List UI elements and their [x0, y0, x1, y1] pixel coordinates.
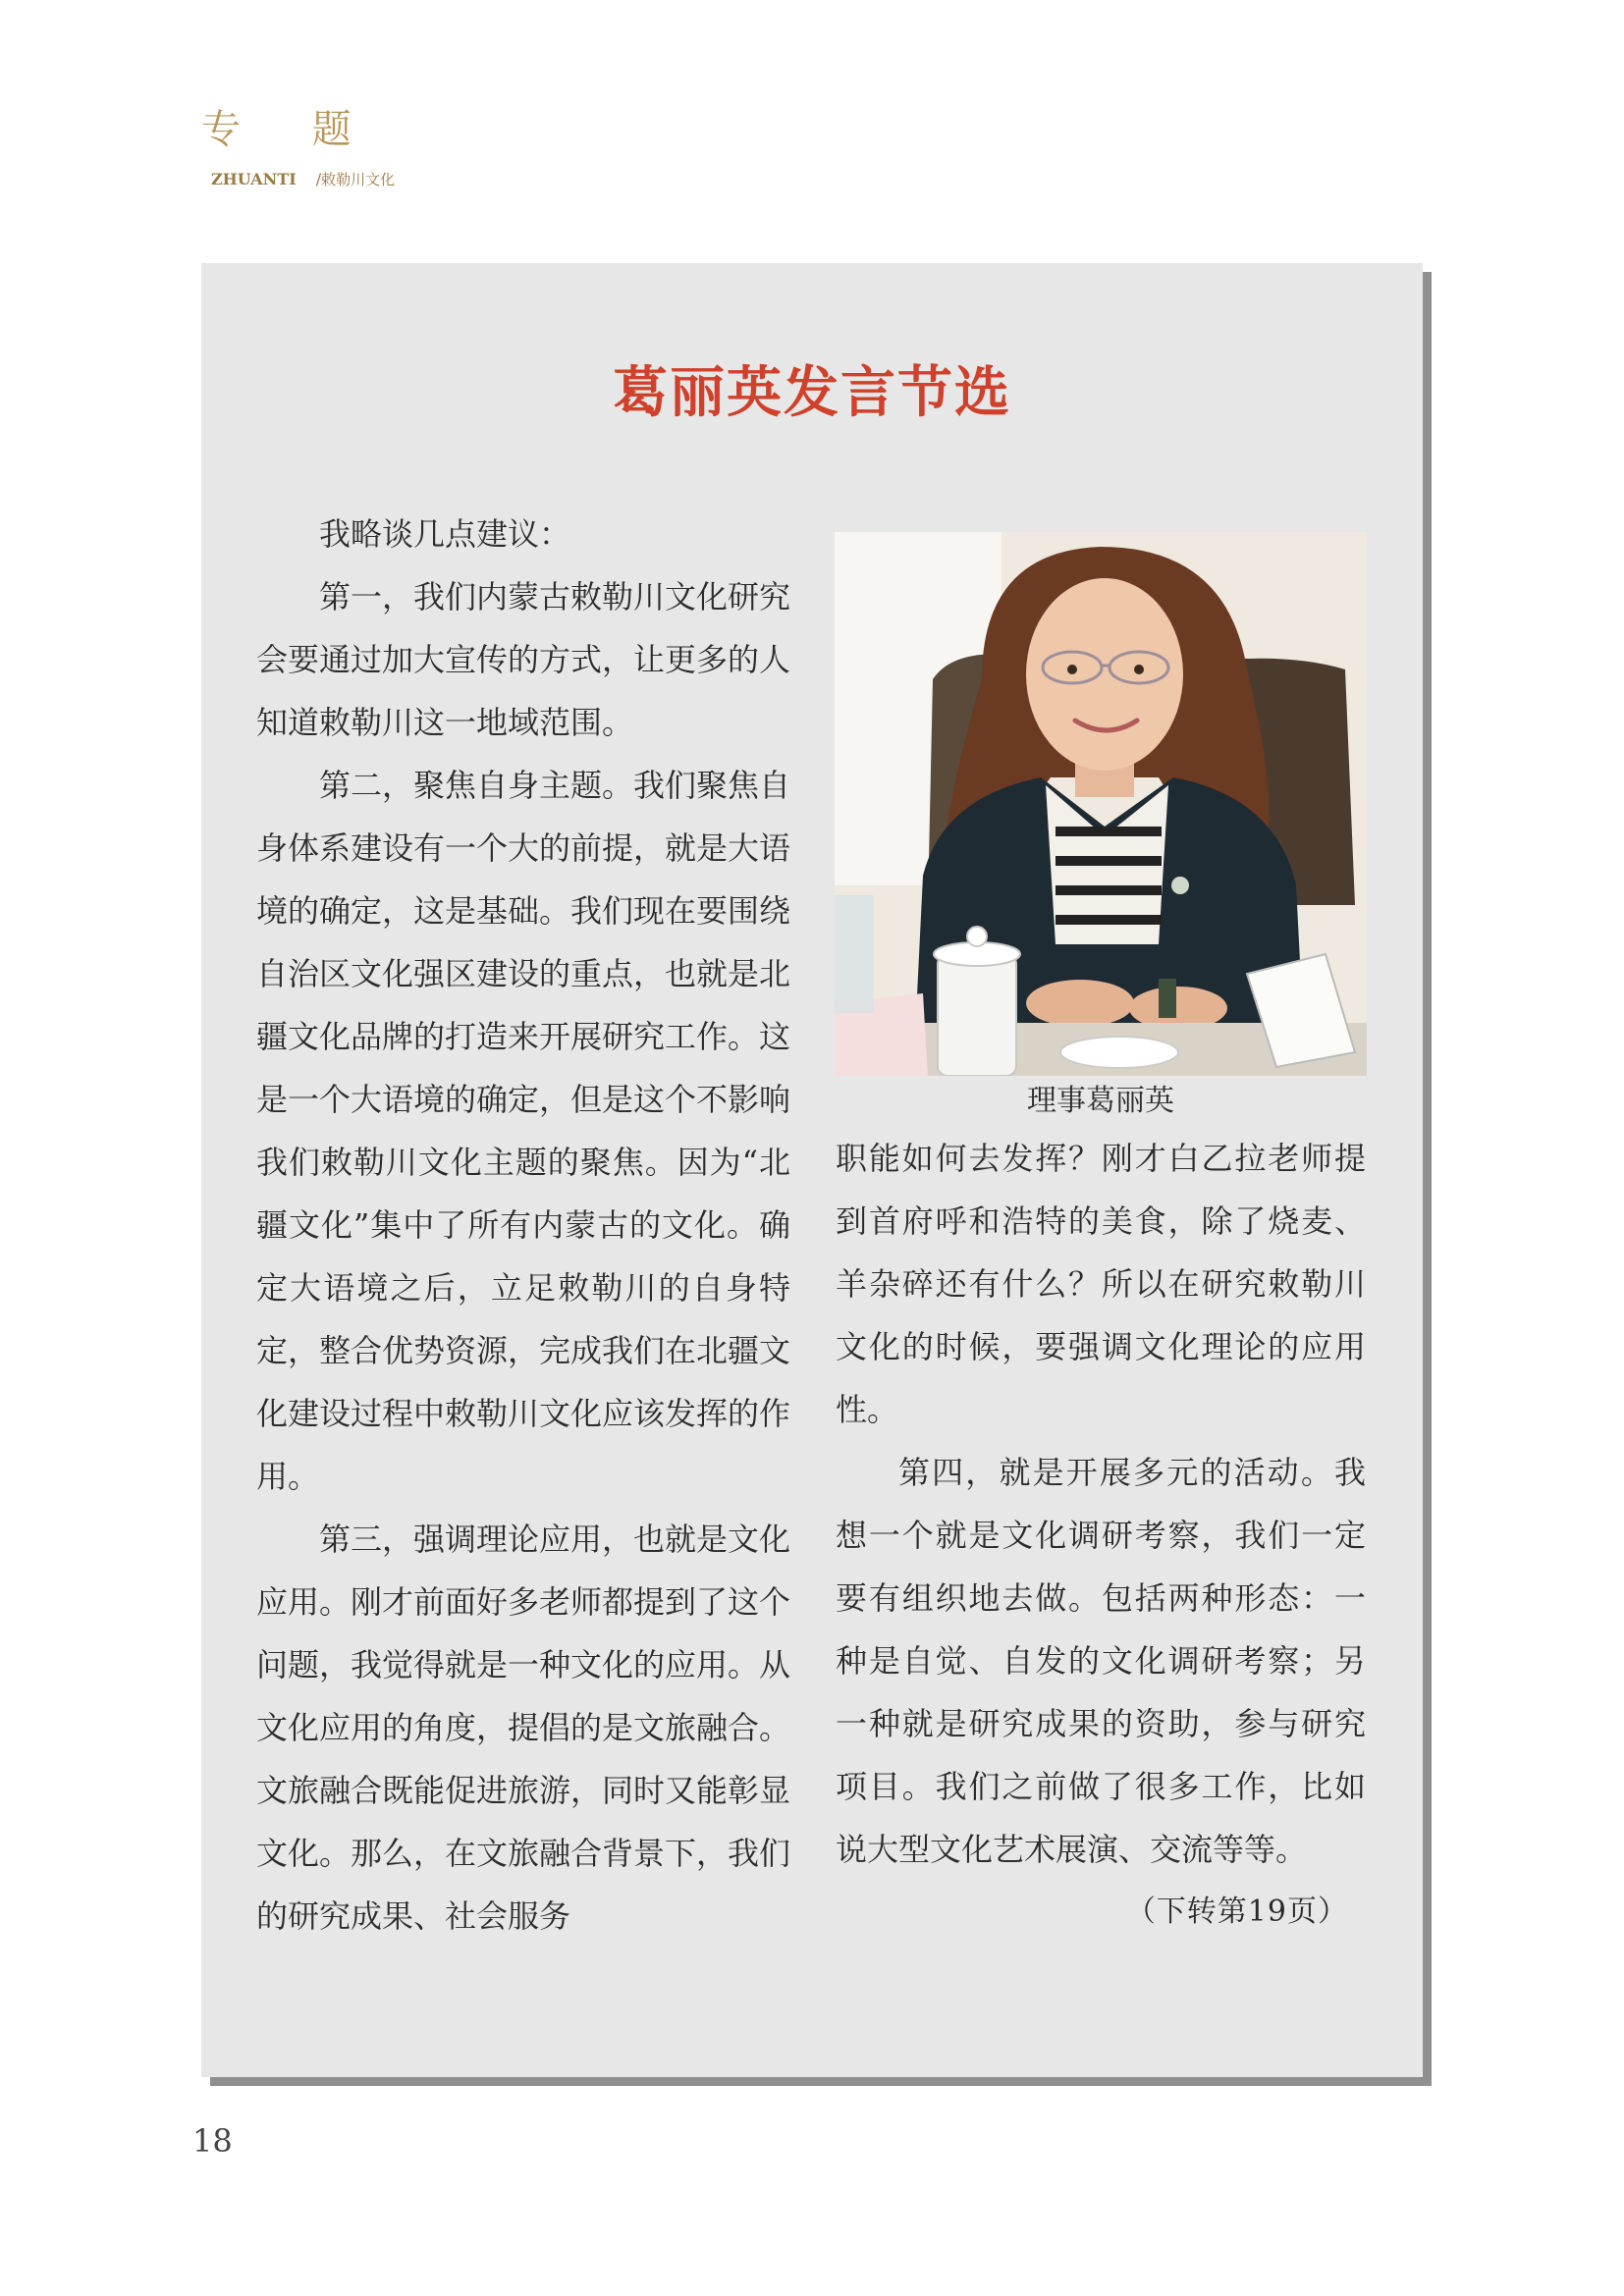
speaker-photo [835, 532, 1367, 1076]
article-panel [201, 263, 1423, 2077]
section-header [201, 107, 396, 188]
left-column [256, 503, 790, 1948]
section-topic: 敕勒川文化 [321, 171, 396, 188]
paragraph: 第四，就是开展多元的活动。我想一个就是文化调研考察，我们一定要有组织地去做。包括两种形态：一种是自觉、自发的文化调研考察；另一种就是研究成果的资助，参与研究项目。我们之前做了很多工作，比如说大型文化艺术展演、交流等等。 [836, 1454, 1366, 1868]
page-number: 18 [192, 2122, 233, 2160]
paragraph: 第一，我们内蒙古敕勒川文化研究会要通过加大宣传的方式，让更多的人知道敕勒川这一地域范围。 [256, 578, 791, 741]
paragraph: 我略谈几点建议： [319, 515, 571, 553]
section-title: 专 题 [201, 107, 381, 152]
section-slash: / [315, 170, 322, 188]
paragraph: 第三，强调理论应用，也就是文化应用。刚才前面好多老师都提到了这个问题，我觉得就是一种文化的应用。从文化应用的角度，提倡的是文旅融合。文旅融合既能促进旅游，同时又能彰显文化。那么，在文旅融合背景下，我们的研究成果、社会服务 [256, 1521, 791, 1935]
section-subtitle-en: ZHUANTI [211, 170, 297, 188]
paragraph: 职能如何去发挥？刚才白乙拉老师提到首府呼和浩特的美食，除了烧麦、羊杂碎还有什么？所以在研究敕勒川文化的时候，要强调文化理论的应用性。 [836, 1140, 1366, 1428]
paragraph: 第二，聚焦自身主题。我们聚焦自身体系建设有一个大的前提，就是大语境的确定，这是基础。我们现在要围绕自治区文化强区建设的重点，也就是北疆文化品牌的打造来开展研究工作。这是一个大语境的确定，但是这个不影响我们敕勒川文化主题的聚焦。因为“北疆文化”集中了所有内蒙古的文化。确定大语境之后，立足敕勒川的自身特定，整合优势资源，完成我们在北疆文化建设过程中敕勒川文化应该发挥的作用。 [256, 767, 791, 1495]
section-subtitle [211, 169, 395, 189]
photo-caption: 理事葛丽英 [1027, 1084, 1174, 1118]
speaker-photo-illustration [835, 532, 1367, 1076]
continued-note: （下转第19页） [1125, 1895, 1348, 1929]
article-title: 葛丽英发言节选 [613, 361, 1011, 425]
right-column [836, 1127, 1366, 1944]
